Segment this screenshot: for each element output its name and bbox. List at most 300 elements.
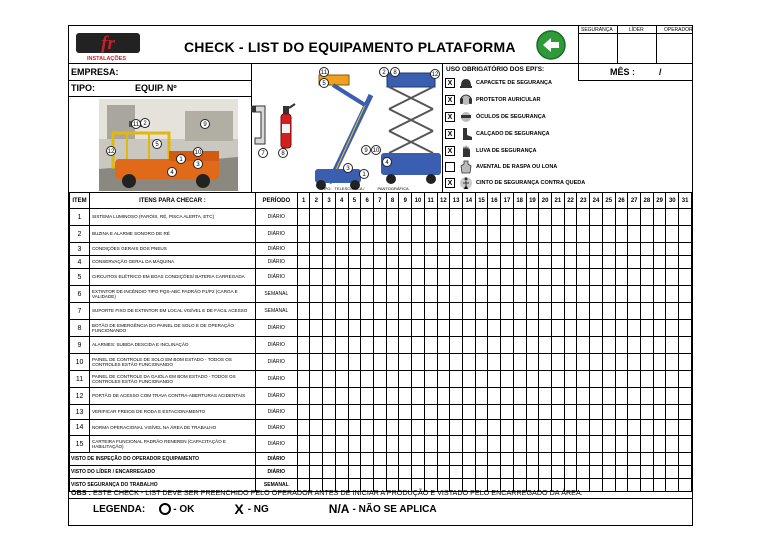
day-cell[interactable] — [348, 405, 361, 420]
day-cell[interactable] — [450, 286, 463, 303]
day-cell[interactable] — [424, 320, 437, 337]
day-cell[interactable] — [501, 371, 514, 388]
day-cell[interactable] — [551, 337, 564, 354]
day-cell[interactable] — [666, 243, 679, 256]
day-cell[interactable] — [361, 405, 374, 420]
day-cell[interactable] — [539, 354, 552, 371]
day-cell[interactable] — [488, 256, 501, 269]
day-cell[interactable] — [462, 337, 475, 354]
day-cell[interactable] — [590, 405, 603, 420]
day-cell[interactable] — [488, 453, 501, 466]
day-cell[interactable] — [348, 303, 361, 320]
day-cell[interactable] — [577, 388, 590, 405]
day-cell[interactable] — [412, 337, 425, 354]
day-cell[interactable] — [386, 269, 399, 286]
day-cell[interactable] — [590, 337, 603, 354]
day-cell[interactable] — [450, 209, 463, 226]
day-cell[interactable] — [513, 436, 526, 453]
day-cell[interactable] — [412, 243, 425, 256]
day-cell[interactable] — [501, 209, 514, 226]
day-cell[interactable] — [590, 420, 603, 436]
day-cell[interactable] — [526, 420, 539, 436]
day-cell[interactable] — [297, 420, 310, 436]
day-cell[interactable] — [462, 420, 475, 436]
epi-checkbox[interactable]: X — [445, 78, 455, 88]
day-cell[interactable] — [615, 479, 628, 492]
day-cell[interactable] — [628, 226, 641, 243]
day-cell[interactable] — [679, 226, 692, 243]
day-cell[interactable] — [361, 256, 374, 269]
day-cell[interactable] — [513, 320, 526, 337]
day-cell[interactable] — [310, 226, 323, 243]
day-cell[interactable] — [513, 420, 526, 436]
day-cell[interactable] — [666, 436, 679, 453]
day-cell[interactable] — [348, 354, 361, 371]
day-cell[interactable] — [462, 286, 475, 303]
day-cell[interactable] — [653, 209, 666, 226]
day-cell[interactable] — [653, 420, 666, 436]
day-cell[interactable] — [323, 303, 336, 320]
day-cell[interactable] — [412, 286, 425, 303]
day-cell[interactable] — [641, 453, 654, 466]
day-cell[interactable] — [526, 256, 539, 269]
day-cell[interactable] — [462, 354, 475, 371]
day-cell[interactable] — [462, 388, 475, 405]
day-cell[interactable] — [335, 436, 348, 453]
day-cell[interactable] — [628, 320, 641, 337]
day-cell[interactable] — [348, 286, 361, 303]
day-cell[interactable] — [475, 256, 488, 269]
day-cell[interactable] — [602, 303, 615, 320]
day-cell[interactable] — [475, 466, 488, 479]
day-cell[interactable] — [602, 269, 615, 286]
day-cell[interactable] — [437, 466, 450, 479]
day-cell[interactable] — [551, 371, 564, 388]
day-cell[interactable] — [653, 371, 666, 388]
day-cell[interactable] — [526, 466, 539, 479]
epi-checkbox[interactable]: X — [445, 112, 455, 122]
day-cell[interactable] — [437, 388, 450, 405]
day-cell[interactable] — [424, 256, 437, 269]
day-cell[interactable] — [412, 209, 425, 226]
day-cell[interactable] — [666, 303, 679, 320]
day-cell[interactable] — [361, 436, 374, 453]
day-cell[interactable] — [323, 337, 336, 354]
day-cell[interactable] — [615, 286, 628, 303]
day-cell[interactable] — [590, 479, 603, 492]
day-cell[interactable] — [424, 371, 437, 388]
day-cell[interactable] — [475, 286, 488, 303]
day-cell[interactable] — [602, 243, 615, 256]
day-cell[interactable] — [526, 286, 539, 303]
day-cell[interactable] — [297, 226, 310, 243]
day-cell[interactable] — [551, 453, 564, 466]
day-cell[interactable] — [679, 269, 692, 286]
day-cell[interactable] — [577, 420, 590, 436]
day-cell[interactable] — [323, 286, 336, 303]
day-cell[interactable] — [628, 269, 641, 286]
day-cell[interactable] — [526, 226, 539, 243]
day-cell[interactable] — [628, 436, 641, 453]
day-cell[interactable] — [628, 256, 641, 269]
day-cell[interactable] — [501, 286, 514, 303]
day-cell[interactable] — [564, 453, 577, 466]
day-cell[interactable] — [564, 420, 577, 436]
day-cell[interactable] — [373, 243, 386, 256]
day-cell[interactable] — [641, 286, 654, 303]
day-cell[interactable] — [564, 269, 577, 286]
day-cell[interactable] — [679, 371, 692, 388]
day-cell[interactable] — [335, 371, 348, 388]
day-cell[interactable] — [551, 256, 564, 269]
day-cell[interactable] — [386, 354, 399, 371]
day-cell[interactable] — [348, 256, 361, 269]
day-cell[interactable] — [475, 320, 488, 337]
day-cell[interactable] — [501, 337, 514, 354]
day-cell[interactable] — [602, 371, 615, 388]
day-cell[interactable] — [513, 371, 526, 388]
day-cell[interactable] — [628, 337, 641, 354]
day-cell[interactable] — [323, 256, 336, 269]
day-cell[interactable] — [348, 371, 361, 388]
day-cell[interactable] — [641, 320, 654, 337]
day-cell[interactable] — [577, 337, 590, 354]
day-cell[interactable] — [373, 371, 386, 388]
epi-checkbox[interactable]: X — [445, 178, 455, 188]
day-cell[interactable] — [475, 209, 488, 226]
day-cell[interactable] — [551, 405, 564, 420]
day-cell[interactable] — [399, 286, 412, 303]
day-cell[interactable] — [590, 354, 603, 371]
day-cell[interactable] — [310, 243, 323, 256]
day-cell[interactable] — [399, 337, 412, 354]
day-cell[interactable] — [386, 337, 399, 354]
day-cell[interactable] — [526, 337, 539, 354]
back-arrow-icon[interactable] — [535, 30, 567, 60]
day-cell[interactable] — [386, 286, 399, 303]
day-cell[interactable] — [361, 388, 374, 405]
day-cell[interactable] — [386, 256, 399, 269]
day-cell[interactable] — [437, 420, 450, 436]
day-cell[interactable] — [577, 466, 590, 479]
day-cell[interactable] — [335, 453, 348, 466]
day-cell[interactable] — [526, 388, 539, 405]
day-cell[interactable] — [666, 354, 679, 371]
day-cell[interactable] — [462, 226, 475, 243]
day-cell[interactable] — [628, 286, 641, 303]
day-cell[interactable] — [526, 269, 539, 286]
day-cell[interactable] — [551, 466, 564, 479]
day-cell[interactable] — [386, 226, 399, 243]
day-cell[interactable] — [412, 269, 425, 286]
day-cell[interactable] — [564, 436, 577, 453]
day-cell[interactable] — [310, 388, 323, 405]
day-cell[interactable] — [602, 453, 615, 466]
day-cell[interactable] — [424, 466, 437, 479]
day-cell[interactable] — [373, 303, 386, 320]
day-cell[interactable] — [628, 405, 641, 420]
day-cell[interactable] — [488, 320, 501, 337]
day-cell[interactable] — [412, 354, 425, 371]
day-cell[interactable] — [679, 320, 692, 337]
day-cell[interactable] — [475, 354, 488, 371]
day-cell[interactable] — [399, 354, 412, 371]
day-cell[interactable] — [653, 269, 666, 286]
day-cell[interactable] — [539, 453, 552, 466]
day-cell[interactable] — [348, 436, 361, 453]
day-cell[interactable] — [602, 286, 615, 303]
day-cell[interactable] — [590, 269, 603, 286]
day-cell[interactable] — [437, 286, 450, 303]
day-cell[interactable] — [373, 256, 386, 269]
day-cell[interactable] — [462, 243, 475, 256]
day-cell[interactable] — [361, 337, 374, 354]
day-cell[interactable] — [424, 337, 437, 354]
day-cell[interactable] — [501, 453, 514, 466]
day-cell[interactable] — [526, 320, 539, 337]
day-cell[interactable] — [310, 466, 323, 479]
day-cell[interactable] — [399, 453, 412, 466]
day-cell[interactable] — [373, 453, 386, 466]
day-cell[interactable] — [386, 303, 399, 320]
day-cell[interactable] — [450, 354, 463, 371]
day-cell[interactable] — [310, 371, 323, 388]
day-cell[interactable] — [564, 286, 577, 303]
day-cell[interactable] — [513, 303, 526, 320]
day-cell[interactable] — [412, 388, 425, 405]
day-cell[interactable] — [564, 303, 577, 320]
day-cell[interactable] — [679, 243, 692, 256]
day-cell[interactable] — [323, 209, 336, 226]
day-cell[interactable] — [361, 371, 374, 388]
day-cell[interactable] — [653, 479, 666, 492]
day-cell[interactable] — [526, 436, 539, 453]
day-cell[interactable] — [628, 479, 641, 492]
day-cell[interactable] — [348, 243, 361, 256]
day-cell[interactable] — [551, 420, 564, 436]
day-cell[interactable] — [679, 436, 692, 453]
day-cell[interactable] — [475, 226, 488, 243]
day-cell[interactable] — [488, 388, 501, 405]
day-cell[interactable] — [590, 371, 603, 388]
day-cell[interactable] — [310, 286, 323, 303]
day-cell[interactable] — [462, 320, 475, 337]
day-cell[interactable] — [386, 371, 399, 388]
day-cell[interactable] — [679, 209, 692, 226]
day-cell[interactable] — [564, 337, 577, 354]
day-cell[interactable] — [539, 209, 552, 226]
day-cell[interactable] — [615, 320, 628, 337]
day-cell[interactable] — [412, 226, 425, 243]
day-cell[interactable] — [653, 303, 666, 320]
day-cell[interactable] — [297, 269, 310, 286]
day-cell[interactable] — [297, 320, 310, 337]
day-cell[interactable] — [475, 436, 488, 453]
day-cell[interactable] — [386, 466, 399, 479]
day-cell[interactable] — [513, 269, 526, 286]
day-cell[interactable] — [437, 209, 450, 226]
day-cell[interactable] — [437, 243, 450, 256]
day-cell[interactable] — [386, 453, 399, 466]
day-cell[interactable] — [615, 420, 628, 436]
day-cell[interactable] — [488, 371, 501, 388]
day-cell[interactable] — [564, 256, 577, 269]
day-cell[interactable] — [361, 269, 374, 286]
day-cell[interactable] — [323, 453, 336, 466]
day-cell[interactable] — [348, 320, 361, 337]
day-cell[interactable] — [475, 405, 488, 420]
day-cell[interactable] — [653, 226, 666, 243]
day-cell[interactable] — [539, 405, 552, 420]
day-cell[interactable] — [412, 466, 425, 479]
day-cell[interactable] — [424, 354, 437, 371]
day-cell[interactable] — [641, 303, 654, 320]
day-cell[interactable] — [679, 286, 692, 303]
day-cell[interactable] — [475, 243, 488, 256]
day-cell[interactable] — [641, 256, 654, 269]
day-cell[interactable] — [513, 453, 526, 466]
day-cell[interactable] — [475, 420, 488, 436]
day-cell[interactable] — [666, 256, 679, 269]
day-cell[interactable] — [526, 303, 539, 320]
day-cell[interactable] — [323, 269, 336, 286]
day-cell[interactable] — [450, 420, 463, 436]
day-cell[interactable] — [424, 405, 437, 420]
day-cell[interactable] — [437, 371, 450, 388]
day-cell[interactable] — [348, 466, 361, 479]
day-cell[interactable] — [679, 479, 692, 492]
day-cell[interactable] — [488, 303, 501, 320]
day-cell[interactable] — [386, 388, 399, 405]
day-cell[interactable] — [361, 453, 374, 466]
day-cell[interactable] — [488, 209, 501, 226]
day-cell[interactable] — [297, 256, 310, 269]
day-cell[interactable] — [666, 405, 679, 420]
day-cell[interactable] — [590, 466, 603, 479]
day-cell[interactable] — [564, 371, 577, 388]
day-cell[interactable] — [564, 388, 577, 405]
day-cell[interactable] — [450, 466, 463, 479]
day-cell[interactable] — [297, 337, 310, 354]
day-cell[interactable] — [564, 405, 577, 420]
day-cell[interactable] — [551, 354, 564, 371]
day-cell[interactable] — [462, 453, 475, 466]
epi-checkbox[interactable]: X — [445, 129, 455, 139]
day-cell[interactable] — [679, 354, 692, 371]
day-cell[interactable] — [424, 209, 437, 226]
day-cell[interactable] — [335, 354, 348, 371]
day-cell[interactable] — [602, 337, 615, 354]
day-cell[interactable] — [373, 286, 386, 303]
day-cell[interactable] — [335, 286, 348, 303]
day-cell[interactable] — [590, 320, 603, 337]
day-cell[interactable] — [641, 436, 654, 453]
day-cell[interactable] — [615, 466, 628, 479]
day-cell[interactable] — [323, 320, 336, 337]
day-cell[interactable] — [666, 269, 679, 286]
day-cell[interactable] — [399, 420, 412, 436]
day-cell[interactable] — [539, 256, 552, 269]
day-cell[interactable] — [628, 243, 641, 256]
day-cell[interactable] — [386, 320, 399, 337]
day-cell[interactable] — [564, 209, 577, 226]
day-cell[interactable] — [297, 466, 310, 479]
day-cell[interactable] — [488, 436, 501, 453]
day-cell[interactable] — [590, 209, 603, 226]
day-cell[interactable] — [310, 269, 323, 286]
day-cell[interactable] — [297, 371, 310, 388]
day-cell[interactable] — [437, 256, 450, 269]
day-cell[interactable] — [641, 243, 654, 256]
day-cell[interactable] — [501, 320, 514, 337]
day-cell[interactable] — [641, 269, 654, 286]
day-cell[interactable] — [323, 354, 336, 371]
day-cell[interactable] — [373, 226, 386, 243]
day-cell[interactable] — [323, 388, 336, 405]
day-cell[interactable] — [577, 209, 590, 226]
day-cell[interactable] — [323, 243, 336, 256]
day-cell[interactable] — [475, 303, 488, 320]
day-cell[interactable] — [373, 354, 386, 371]
day-cell[interactable] — [590, 388, 603, 405]
day-cell[interactable] — [577, 226, 590, 243]
day-cell[interactable] — [641, 209, 654, 226]
day-cell[interactable] — [679, 303, 692, 320]
day-cell[interactable] — [501, 405, 514, 420]
day-cell[interactable] — [501, 243, 514, 256]
day-cell[interactable] — [602, 466, 615, 479]
day-cell[interactable] — [437, 320, 450, 337]
day-cell[interactable] — [386, 243, 399, 256]
day-cell[interactable] — [564, 320, 577, 337]
day-cell[interactable] — [348, 269, 361, 286]
day-cell[interactable] — [297, 354, 310, 371]
day-cell[interactable] — [386, 209, 399, 226]
day-cell[interactable] — [551, 303, 564, 320]
day-cell[interactable] — [577, 405, 590, 420]
day-cell[interactable] — [653, 405, 666, 420]
day-cell[interactable] — [653, 388, 666, 405]
day-cell[interactable] — [551, 209, 564, 226]
day-cell[interactable] — [386, 405, 399, 420]
day-cell[interactable] — [348, 337, 361, 354]
day-cell[interactable] — [450, 243, 463, 256]
day-cell[interactable] — [297, 436, 310, 453]
day-cell[interactable] — [564, 466, 577, 479]
epi-checkbox[interactable]: X — [445, 95, 455, 105]
day-cell[interactable] — [310, 420, 323, 436]
day-cell[interactable] — [310, 453, 323, 466]
day-cell[interactable] — [361, 354, 374, 371]
day-cell[interactable] — [437, 337, 450, 354]
day-cell[interactable] — [501, 226, 514, 243]
day-cell[interactable] — [488, 226, 501, 243]
day-cell[interactable] — [335, 405, 348, 420]
day-cell[interactable] — [361, 209, 374, 226]
day-cell[interactable] — [348, 226, 361, 243]
day-cell[interactable] — [679, 405, 692, 420]
day-cell[interactable] — [437, 226, 450, 243]
epi-checkbox[interactable] — [445, 162, 455, 172]
day-cell[interactable] — [361, 286, 374, 303]
day-cell[interactable] — [653, 286, 666, 303]
day-cell[interactable] — [373, 466, 386, 479]
day-cell[interactable] — [615, 453, 628, 466]
day-cell[interactable] — [666, 226, 679, 243]
day-cell[interactable] — [361, 420, 374, 436]
day-cell[interactable] — [310, 320, 323, 337]
day-cell[interactable] — [399, 243, 412, 256]
